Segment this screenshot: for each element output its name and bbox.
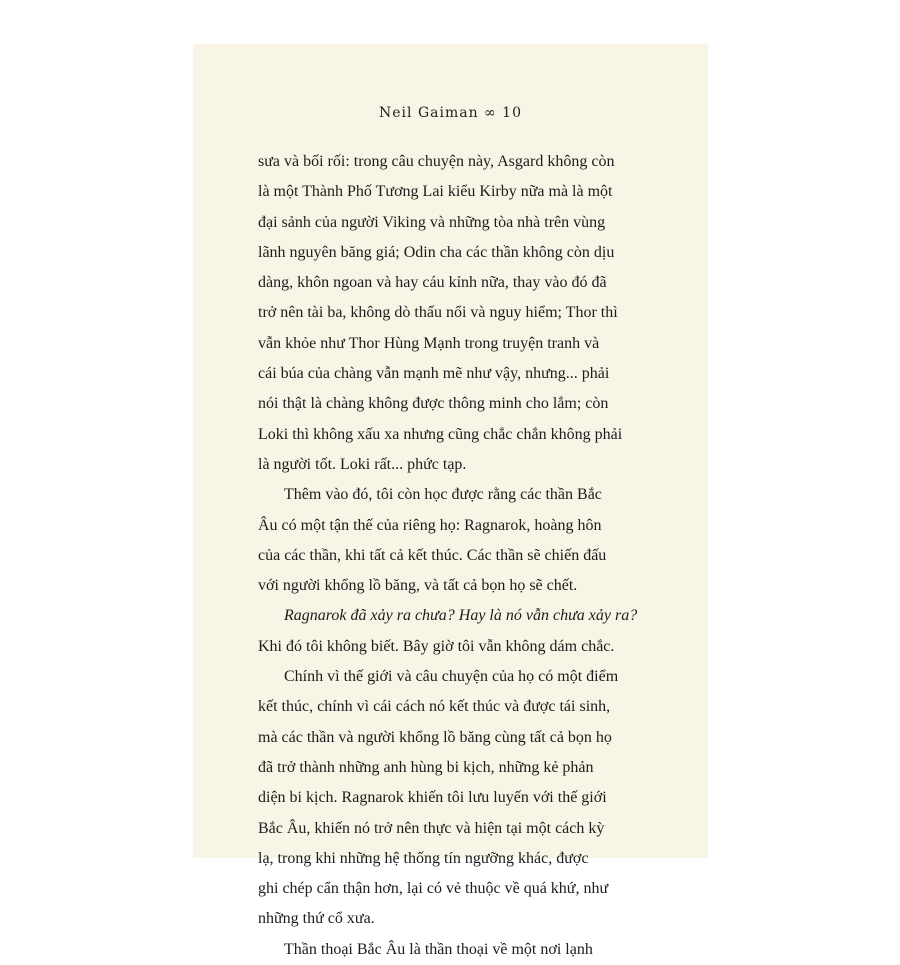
text-line: diện bi kịch. Ragnarok khiến tôi lưu luyến với thế giới	[258, 789, 607, 807]
text-line: mà các thần và người khổng lồ băng cùng tất cả bọn họ	[258, 728, 612, 746]
text-line: kết thúc, chính vì cái cách nó kết thúc và được tái sinh,	[258, 698, 611, 716]
text-line: với người khổng lồ băng, và tất cả bọn họ sẽ chết.	[258, 577, 578, 595]
text-line: vẫn khỏe như Thor Hùng Mạnh trong truyện tranh và	[258, 334, 600, 352]
text-line: đại sảnh của người Viking và những tòa nhà trên vùng	[258, 213, 606, 231]
body-text	[258, 147, 658, 965]
text-line: nói thật là chàng không được thông minh cho lắm; còn	[258, 395, 609, 413]
text-line: là người tốt. Loki rất... phức tạp.	[258, 455, 467, 473]
text-line: Bắc Âu, khiến nó trở nên thực và hiện tại một cách kỳ	[258, 819, 605, 837]
text-line: lạ, trong khi những hệ thống tín ngưỡng khác, được	[258, 849, 589, 867]
text-line: trở nên tài ba, không dò thấu nổi và nguy hiểm; Thor thì	[258, 304, 618, 322]
text-line: lãnh nguyên băng giá; Odin cha các thần không còn dịu	[258, 243, 615, 261]
text-line: sưa và bối rối: trong câu chuyện này, Asgard không còn	[258, 153, 615, 170]
paragraph-start-line: Chính vì thế giới và câu chuyện của họ có một điểm	[284, 668, 619, 686]
paragraph-start-line: Thần thoại Bắc Âu là thần thoại về một nơi lạnh	[284, 940, 593, 958]
text-line: Âu có một tận thế của riêng họ: Ragnarok, hoàng hôn	[258, 516, 602, 534]
text-line: của các thần, khi tất cả kết thúc. Các thần sẽ chiến đấu	[258, 546, 607, 564]
book-page	[193, 44, 708, 958]
text-line: ghi chép cẩn thận hơn, lại có vẻ thuộc về quá khứ, như	[258, 880, 609, 898]
text-line: Khi đó tôi không biết. Bây giờ tôi vẫn không dám chắc.	[258, 637, 615, 655]
italic-question-line: Ragnarok đã xảy ra chưa? Hay là nó vẫn chưa xảy ra?	[284, 607, 638, 625]
running-head: Neil Gaiman ∞ 10	[379, 105, 522, 121]
paragraph-start-line: Thêm vào đó, tôi còn học được rằng các thần Bắc	[284, 486, 602, 504]
text-line: dàng, khôn ngoan và hay cáu kỉnh nữa, thay vào đó đã	[258, 274, 607, 292]
text-line: những thứ cổ xưa.	[258, 910, 375, 928]
text-line: Loki thì không xấu xa nhưng cũng chắc chắn không phải	[258, 425, 623, 443]
text-line: đã trở thành những anh hùng bi kịch, những kẻ phản	[258, 758, 594, 776]
text-line: là một Thành Phố Tương Lai kiểu Kirby nữa mà là một	[258, 183, 613, 201]
text-line: cái búa của chàng vẫn mạnh mẽ như vậy, nhưng... phải	[258, 365, 610, 383]
